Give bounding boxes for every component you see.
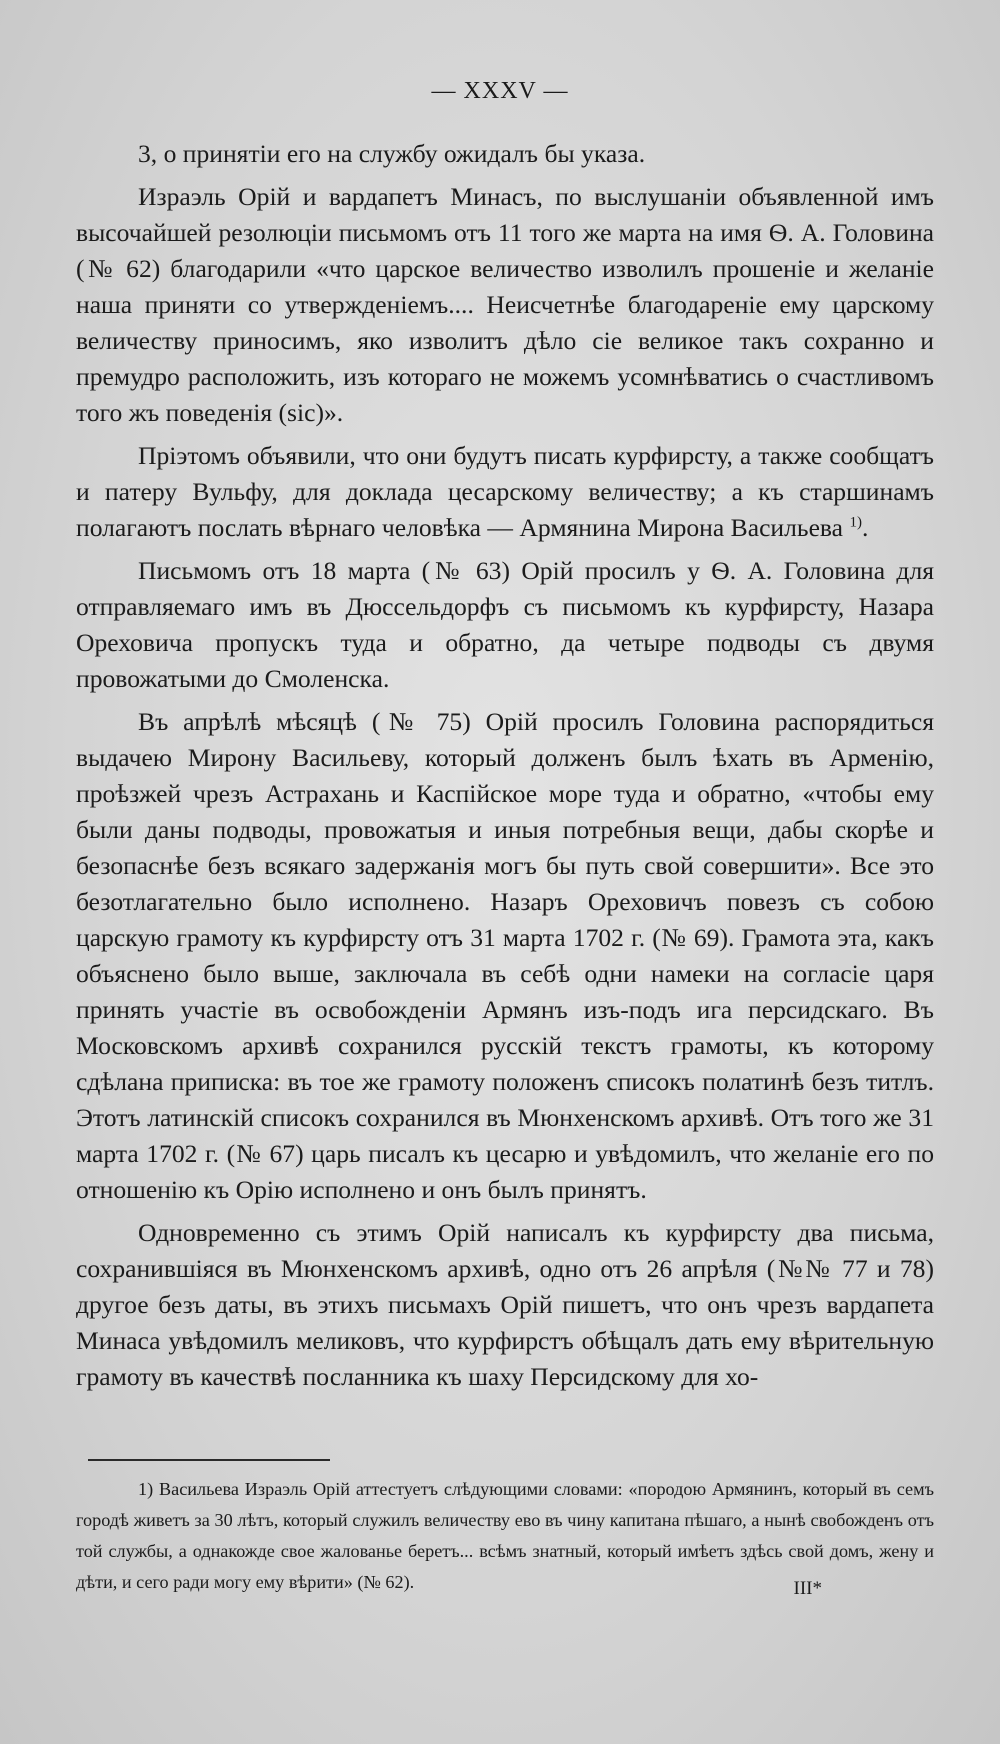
footnote-divider [88,1459,330,1461]
footnote-reference: 1) [849,514,862,531]
paragraph-text: Письмомъ отъ 18 марта (№ 63) Орій просилъ у Ѳ. А. Головина для отправляемаго имъ въ Дюссельдорфъ съ письмомъ къ курфирсту, Назара Ореховича пропускъ туда и обратно, да четыре подводы съ двумя провожатыми до Смоленска. [76,556,934,693]
signature-mark: III* [793,1578,822,1599]
footnote-text: 1) Васильева Израэль Орій аттестуетъ слѣдующими словами: «породою Армянинъ, который въ семъ городѣ живетъ за 30 лѣтъ, который служилъ величеству ево въ чину капитана пѣшаго, а нынѣ свобожденъ отъ той службы, а однакожде свое жалованье беретъ... всѣмъ знатный, который имѣетъ здѣсь свой домъ, жену и дѣти, и сего ради могу ему вѣрити» (№ 62). [76,1479,934,1592]
paragraph-text: Израэль Орій и вардапетъ Минасъ, по выслушаніи объявленной имъ высочайшей резолюціи письмомъ отъ 11 того же марта на имя Ѳ. А. Головина (№ 62) благодарили «что царское величество изволилъ прошеніе и желаніе наша приняти со утвержденіемъ.... Неисчетнѣе благодареніе ему царскому величеству приносимъ, яко изволитъ дѣло сіе великое такъ сохранно и премудро расположить, изъ котораго не можемъ усомнѣватись о счастливомъ того жъ поведенія (sic)». [76,182,934,427]
paragraph [76,1215,934,1395]
paragraph: Пріэтомъ объявили, что они будутъ писать курфирсту, а также сообщатъ и патеру Вульфу, для доклада цесарскому величеству; а къ старшинамъ полагаютъ послать вѣрнаго человѣка — Армянина Мирона Васильева $^{1)}$. [76,441,934,542]
paragraph-text: Пріэтомъ объявили, что они будутъ писать курфирсту, а также сообщатъ и патеру Вульфу, для доклада цесарскому величеству; а къ старшинамъ полагаютъ послать вѣрнаго человѣка — Армянина Мирона Васильева [76,441,934,542]
paragraph-text: Въ апрѣлѣ мѣсяцѣ (№ 75) Орій просилъ Головина распорядиться выдачею Мирону Васильеву, который долженъ былъ ѣхать въ Арменію, проѣзжей чрезъ Астрахань и Каспійское море туда и обратно, «чтобы ему были даны подводы, провожатыя и иныя потребныя вещи, дабы скорѣе и безопаснѣе безъ всякаго задержанія могъ бы путь свой совершити». Все это безотлагательно было исполнено. Назаръ Ореховичъ повезъ съ собою царскую грамоту къ курфирсту отъ 31 марта 1702 г. (№ 69). Грамота эта, какъ объяснено было выше, заключала въ себѣ одни намеки на согласіе царя принять участіе въ освобожденіи Армянъ изъ-подъ ига персидскаго. Въ Московскомъ архивѣ сохранился русскій текстъ грамоты, къ которому сдѣлана приписка: въ тое же грамоту положенъ списокъ полатинѣ безъ титлъ. Этотъ латинскій списокъ сохранился въ Мюнхенскомъ архивѣ. Отъ того же 31 марта 1702 г. (№ 67) царь писалъ къ цесарю и увѣдомилъ, что желаніе его по отношенію къ Орію исполнено и онъ былъ принятъ. [76,707,934,1204]
main-text [76,136,934,1402]
paragraph-text: 3, о принятіи его на службу ожидалъ бы указа. [138,139,646,168]
paragraph-text: Одновременно съ этимъ Орій написалъ къ курфирсту два письма, сохранившіяся въ Мюнхенскомъ архивѣ, одно отъ 26 апрѣля (№№ 77 и 78) другое безъ даты, въ этихъ письмахъ Орій пишетъ, что онъ чрезъ вардапета Минаса увѣдомилъ меликовъ, что курфирстъ обѣщалъ дать ему вѣрительную грамоту въ качествѣ посланника къ шаху Персидскому для хо- [76,1218,934,1391]
paragraph [76,704,934,1208]
paragraph [76,553,934,697]
paragraph [76,136,934,172]
running-head: — XXXV — [431,78,569,104]
footnote-reference-number: 1 [849,514,857,531]
paragraph [76,179,934,431]
